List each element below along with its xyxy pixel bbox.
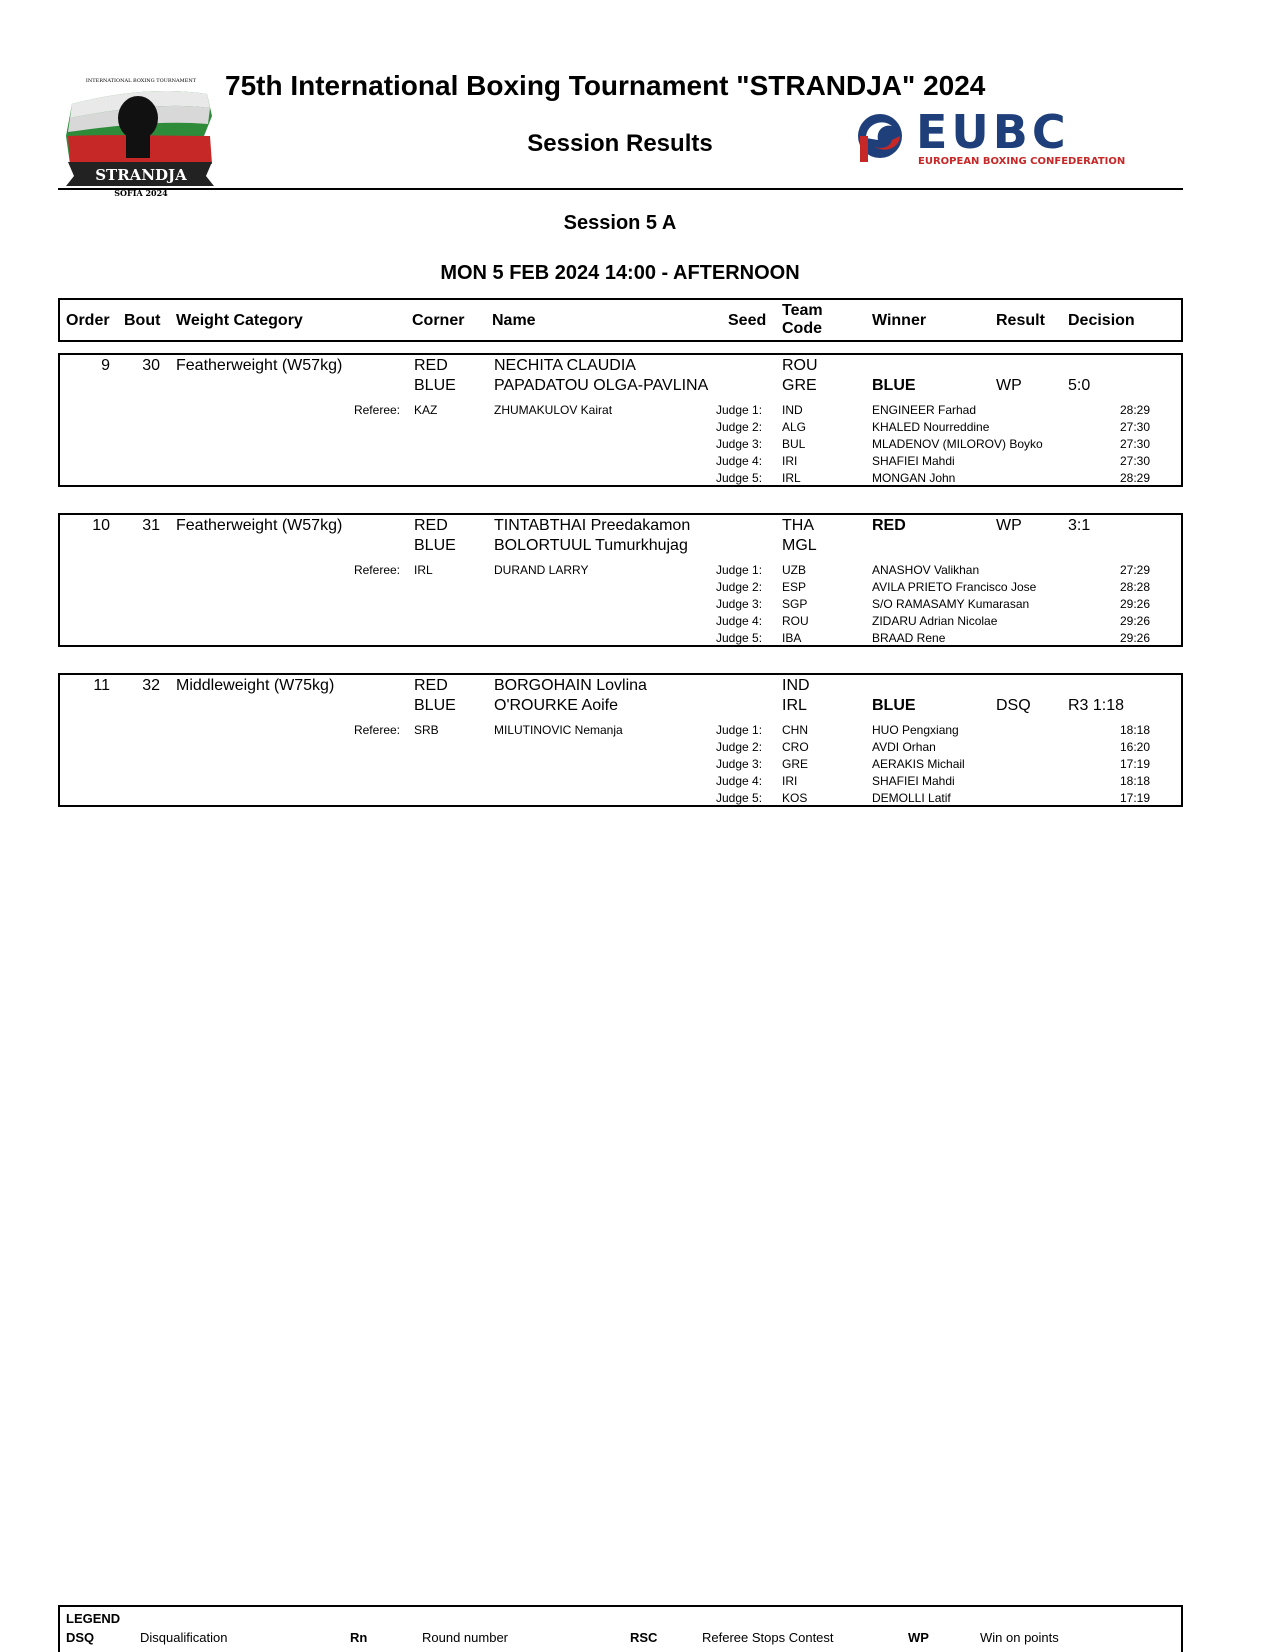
judge-name: SHAFIEI Mahdi xyxy=(872,454,955,468)
blue-team-code: IRL xyxy=(782,697,807,714)
judge-country: IRI xyxy=(782,774,798,788)
col-name: Name xyxy=(492,312,536,329)
judge-score: 28:29 xyxy=(1119,403,1150,417)
judge-label: Judge 5: xyxy=(716,631,763,645)
legend-meaning: Referee Stops Contest xyxy=(702,1630,834,1645)
judge-label: Judge 2: xyxy=(716,420,763,434)
bout-block xyxy=(58,353,1183,487)
judge-country: KOS xyxy=(782,791,808,805)
legend-code: DSQ xyxy=(66,1630,95,1645)
bout-number: 32 xyxy=(142,677,160,694)
legend-meaning: Win on points xyxy=(980,1630,1059,1645)
judge-name: DEMOLLI Latif xyxy=(872,791,951,805)
legend-code: Rn xyxy=(350,1630,368,1645)
judge-label: Judge 1: xyxy=(716,563,763,577)
eubc-logo xyxy=(856,105,1186,168)
judge-score: 29:26 xyxy=(1119,631,1150,645)
result: WP xyxy=(996,517,1022,534)
judge-name: BRAAD Rene xyxy=(872,631,946,645)
judge-country: IRL xyxy=(782,471,801,485)
weight-category: Featherweight (W57kg) xyxy=(176,357,343,374)
blue-boxer-name: O'ROURKE Aoife xyxy=(494,697,618,714)
legend-title: LEGEND xyxy=(66,1611,121,1626)
judge-score: 16:20 xyxy=(1119,740,1150,754)
judge-name: S/O RAMASAMY Kumarasan xyxy=(872,597,1030,611)
judge-country: CHN xyxy=(782,723,808,737)
judge-country: IND xyxy=(782,403,803,417)
judge-country: UZB xyxy=(782,563,806,577)
judge-name: ZIDARU Adrian Nicolae xyxy=(872,614,998,628)
judge-label: Judge 1: xyxy=(716,403,763,417)
judge-score: 27:30 xyxy=(1119,454,1150,468)
col-weight-category: Weight Category xyxy=(176,312,303,329)
judge-score: 28:28 xyxy=(1119,580,1150,594)
bout-number: 30 xyxy=(142,357,160,374)
weight-category: Featherweight (W57kg) xyxy=(176,517,343,534)
weight-category: Middleweight (W75kg) xyxy=(176,677,335,694)
winner: BLUE xyxy=(872,377,916,394)
judge-country: IBA xyxy=(782,631,802,645)
referee-label: Referee: xyxy=(353,403,400,417)
judge-name: AVILA PRIETO Francisco Jose xyxy=(872,580,1037,594)
bout-order: 11 xyxy=(93,677,110,694)
red-team-code: THA xyxy=(782,517,814,534)
judge-country: CRO xyxy=(782,740,809,754)
judge-label: Judge 4: xyxy=(716,614,763,628)
legend-code: WP xyxy=(908,1630,929,1645)
judge-label: Judge 5: xyxy=(716,791,763,805)
judge-name: AVDI Orhan xyxy=(872,740,936,754)
judge-country: IRI xyxy=(782,454,798,468)
red-boxer-name: NECHITA CLAUDIA xyxy=(494,357,636,374)
bout-block xyxy=(58,673,1183,807)
judge-country: GRE xyxy=(782,757,809,771)
red-team-code: ROU xyxy=(782,357,818,374)
referee-name: ZHUMAKULOV Kairat xyxy=(494,403,613,417)
result: DSQ xyxy=(996,697,1031,714)
red-corner-label: RED xyxy=(414,677,448,694)
col-team-line2: Code xyxy=(782,320,822,337)
legend xyxy=(58,1605,1183,1652)
col-result: Result xyxy=(996,312,1045,329)
judge-country: BUL xyxy=(782,437,806,451)
judge-name: AERAKIS Michail xyxy=(872,757,965,771)
col-decision: Decision xyxy=(1068,312,1135,329)
blue-team-code: MGL xyxy=(782,537,817,554)
judge-score: 18:18 xyxy=(1119,723,1150,737)
logo-banner-text: STRANDJA xyxy=(95,166,187,184)
legend-meaning: Disqualification xyxy=(140,1630,228,1645)
blue-corner-label: BLUE xyxy=(414,377,456,394)
blue-corner-label: BLUE xyxy=(414,537,456,554)
referee-name: DURAND LARRY xyxy=(494,563,589,577)
judge-label: Judge 3: xyxy=(716,597,763,611)
bout-block xyxy=(58,513,1183,647)
decision: 3:1 xyxy=(1068,517,1091,534)
judge-score: 27:29 xyxy=(1119,563,1150,577)
col-seed: Seed xyxy=(728,312,767,329)
judge-name: KHALED Nourreddine xyxy=(872,420,990,434)
col-team-line1: Team xyxy=(782,302,823,319)
referee-name: MILUTINOVIC Nemanja xyxy=(494,723,623,737)
red-boxer-name: BORGOHAIN Lovlina xyxy=(494,677,647,694)
red-corner-label: RED xyxy=(414,357,448,374)
judge-score: 17:19 xyxy=(1119,791,1150,805)
session-datetime: MON 5 FEB 2024 14:00 - AFTERNOON xyxy=(440,262,800,284)
judge-country: ALG xyxy=(782,420,807,434)
judge-label: Judge 2: xyxy=(716,580,763,594)
referee-country: KAZ xyxy=(414,403,438,417)
referee-country: IRL xyxy=(414,563,433,577)
judge-label: Judge 3: xyxy=(716,757,763,771)
tournament-title: 75th International Boxing Tournament "STRANDJA" 2024 xyxy=(225,70,986,101)
session-name: Session 5 A xyxy=(563,212,677,234)
logo-arc-text: INTERNATIONAL BOXING TOURNAMENT xyxy=(85,78,197,84)
judge-name: MONGAN John xyxy=(872,471,956,485)
judge-score: 18:18 xyxy=(1119,774,1150,788)
eubc-tagline: EUROPEAN BOXING CONFEDERATION xyxy=(918,156,1126,167)
header-divider xyxy=(58,188,1183,190)
judge-label: Judge 4: xyxy=(716,774,763,788)
judge-label: Judge 2: xyxy=(716,740,763,754)
blue-corner-label: BLUE xyxy=(414,697,456,714)
judge-name: HUO Pengxiang xyxy=(872,723,959,737)
judge-label: Judge 3: xyxy=(716,437,763,451)
logo-city-text: SOFIA 2024 xyxy=(114,188,168,198)
col-bout: Bout xyxy=(124,312,161,329)
blue-boxer-name: BOLORTUUL Tumurkhujag xyxy=(494,537,688,554)
column-header-row xyxy=(58,298,1183,342)
judge-score: 17:19 xyxy=(1119,757,1150,771)
bout-order: 9 xyxy=(101,357,110,374)
judge-score: 27:30 xyxy=(1119,437,1150,451)
blue-team-code: GRE xyxy=(782,377,817,394)
eubc-wordmark: EUBC xyxy=(916,105,1070,159)
referee-label: Referee: xyxy=(353,723,400,737)
red-boxer-name: TINTABTHAI Preedakamon xyxy=(494,517,691,534)
red-corner-label: RED xyxy=(414,517,448,534)
judge-country: ESP xyxy=(782,580,807,594)
decision: 5:0 xyxy=(1068,377,1091,394)
judge-country: SGP xyxy=(782,597,808,611)
judge-name: MLADENOV (MILOROV) Boyko xyxy=(872,437,1043,451)
col-corner: Corner xyxy=(412,312,465,329)
page-subtitle: Session Results xyxy=(527,130,713,157)
referee-label: Referee: xyxy=(353,563,400,577)
judge-label: Judge 1: xyxy=(716,723,763,737)
referee-country: SRB xyxy=(414,723,439,737)
judge-score: 27:30 xyxy=(1119,420,1150,434)
judge-score: 28:29 xyxy=(1119,471,1150,485)
red-team-code: IND xyxy=(782,677,810,694)
blue-boxer-name: PAPADATOU OLGA-PAVLINA xyxy=(494,377,709,394)
judge-score: 29:26 xyxy=(1119,614,1150,628)
bout-number: 31 xyxy=(142,517,160,534)
judge-score: 29:26 xyxy=(1119,597,1150,611)
bout-order: 10 xyxy=(92,517,110,534)
decision: R3 1:18 xyxy=(1068,697,1125,714)
judge-name: ANASHOV Valikhan xyxy=(872,563,980,577)
judge-name: ENGINEER Farhad xyxy=(872,403,977,417)
judge-label: Judge 5: xyxy=(716,471,763,485)
legend-meaning: Round number xyxy=(422,1630,508,1645)
winner: BLUE xyxy=(872,697,916,714)
winner: RED xyxy=(872,517,906,534)
judge-country: ROU xyxy=(782,614,809,628)
col-order: Order xyxy=(66,312,110,329)
judge-label: Judge 4: xyxy=(716,454,763,468)
judge-name: SHAFIEI Mahdi xyxy=(872,774,955,788)
legend-code: RSC xyxy=(630,1630,658,1645)
col-winner: Winner xyxy=(872,312,927,329)
result: WP xyxy=(996,377,1022,394)
